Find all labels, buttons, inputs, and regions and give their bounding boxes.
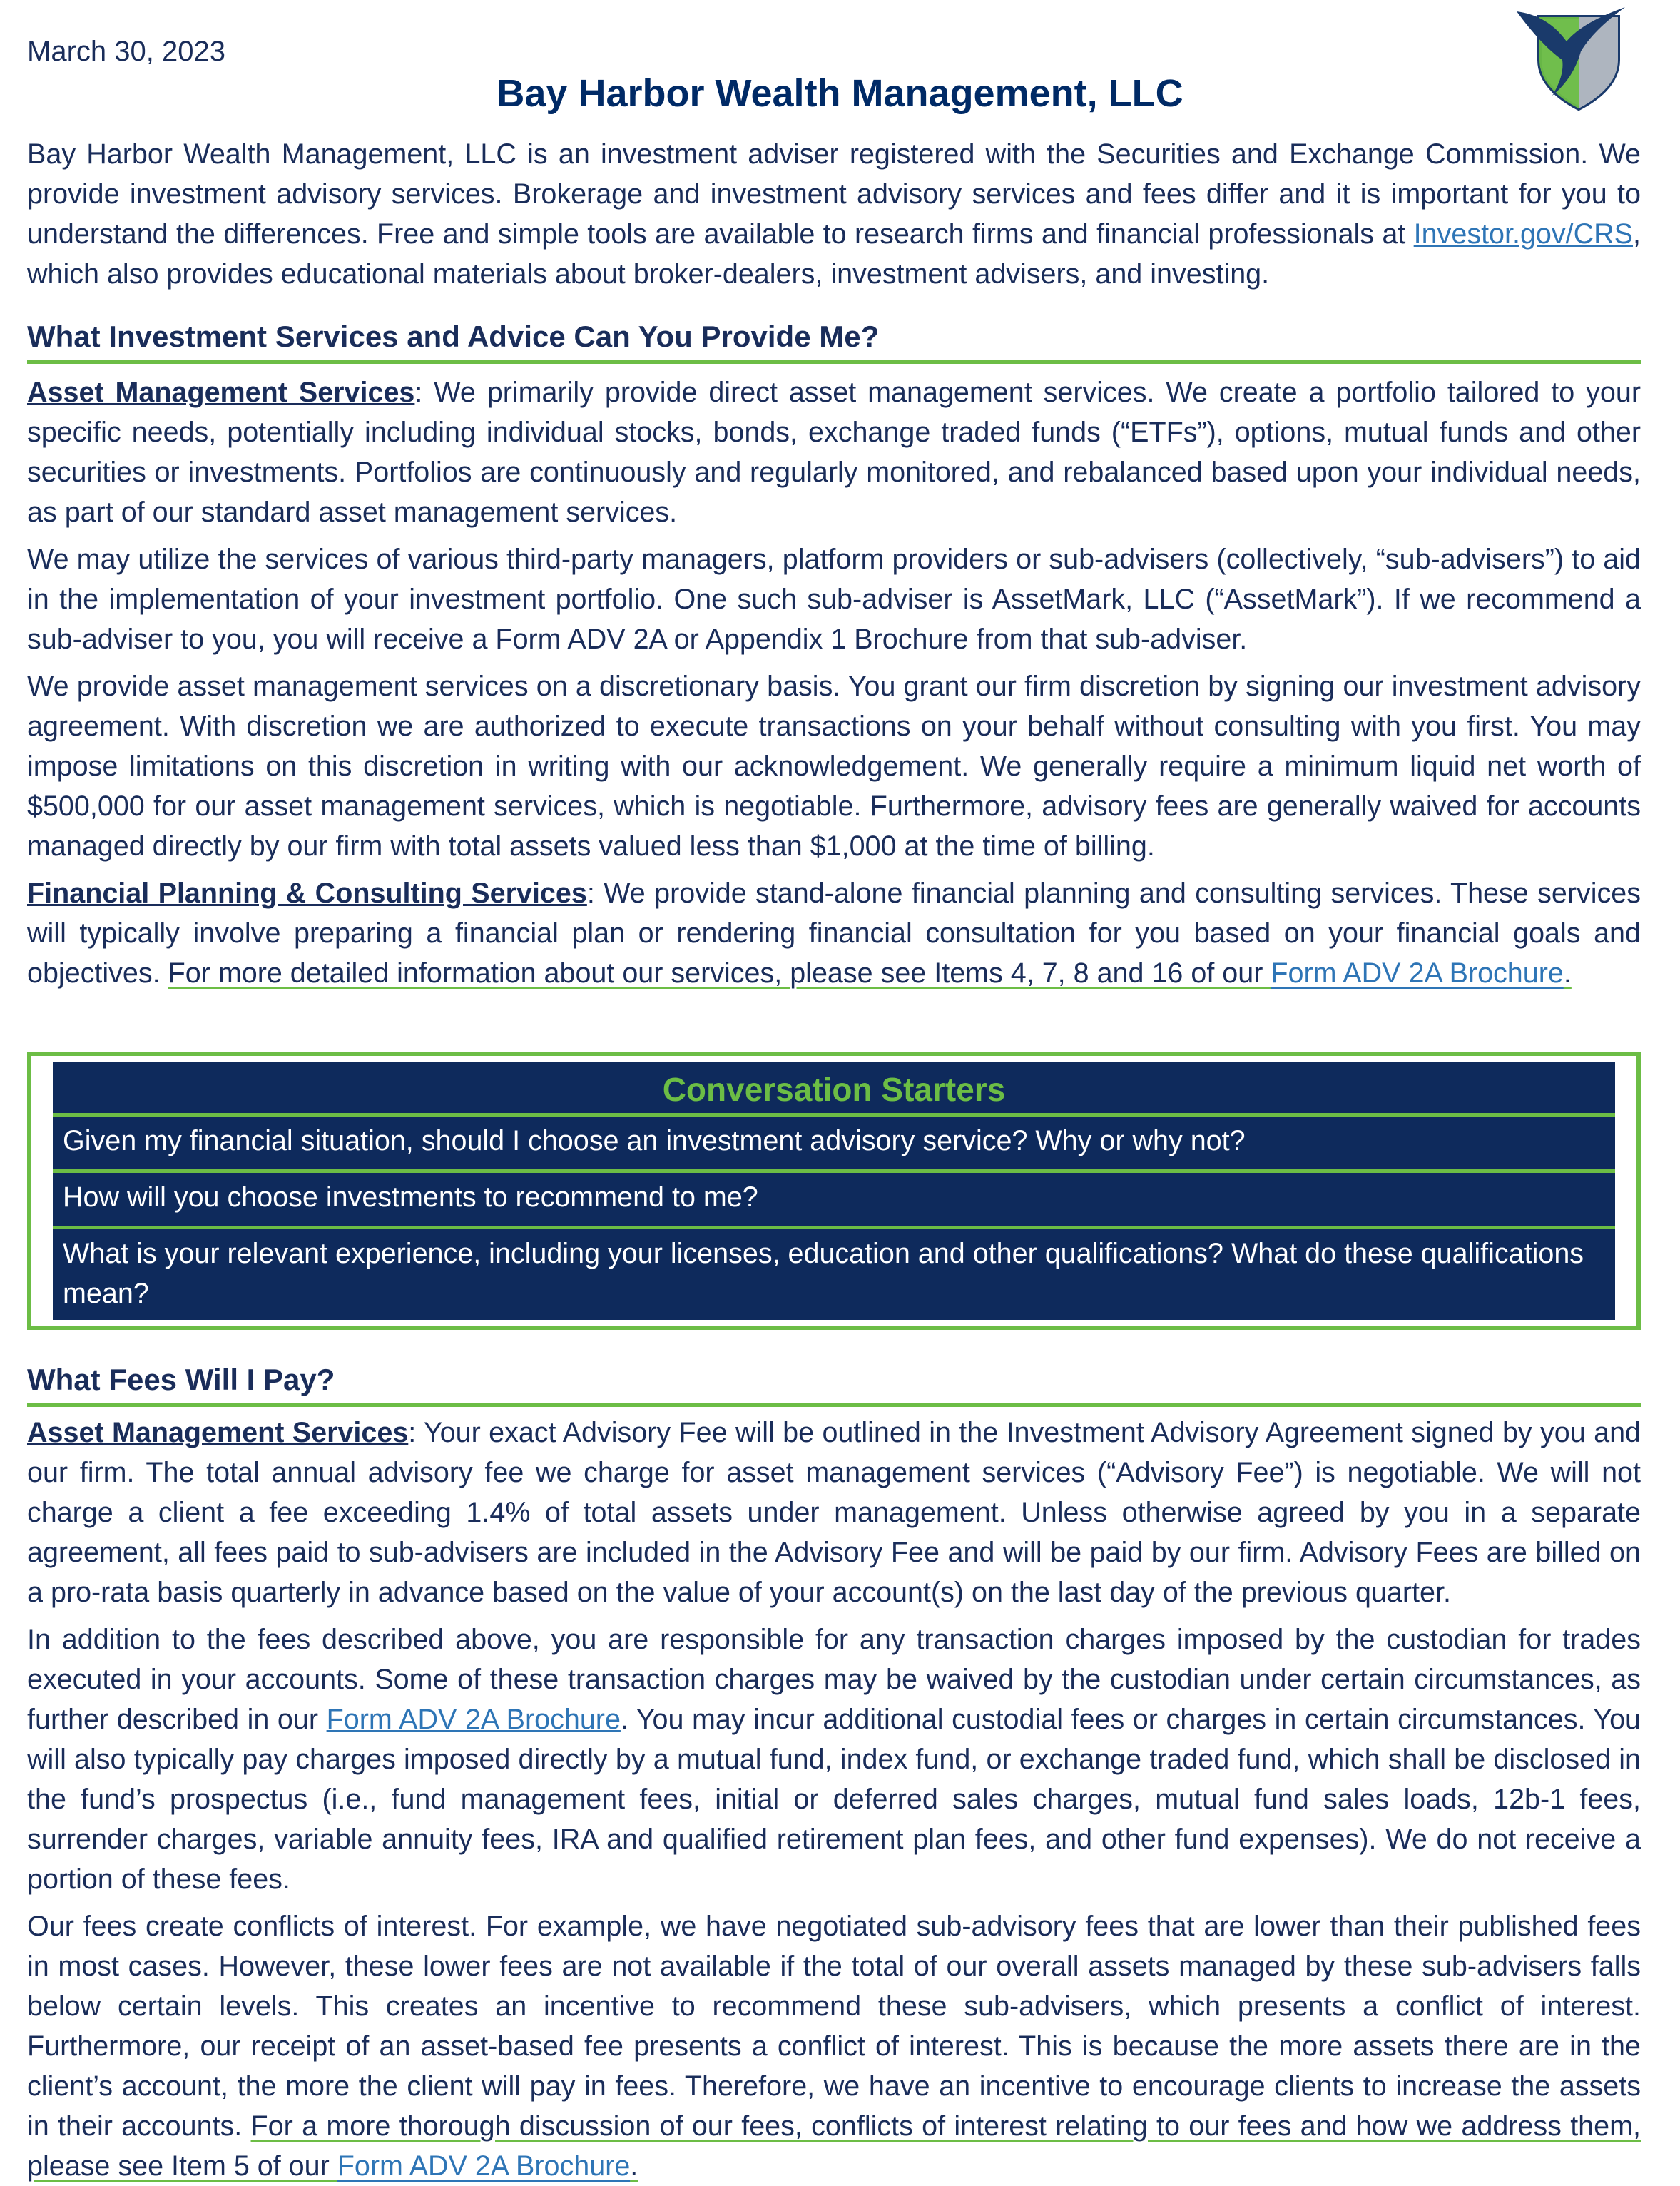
firm-title: Bay Harbor Wealth Management, LLC [497, 72, 1183, 115]
financial-planning-label: Financial Planning & Consulting Services [27, 878, 587, 909]
intro-text-after: , which also provides educational materials about broker-dealers, investment advisers, and investing. [27, 218, 1641, 290]
document-date: March 30, 2023 [27, 36, 225, 67]
form-adv-link-fees[interactable]: Form ADV 2A Brochure [326, 1704, 621, 1735]
more-info-text [168, 957, 1572, 989]
form-adv-link-services[interactable]: Form ADV 2A Brochure [1271, 957, 1564, 989]
asset-management-paragraph [27, 372, 1641, 532]
financial-planning-text: : We provide stand-alone financial planning and consulting services. These services will typically involve preparing a financial plan or rendering financial consultation for you based on your financial goals and objectives. [27, 878, 1641, 989]
services-heading: What Investment Services and Advice Can You Provide Me? [27, 320, 1641, 364]
transaction-charges-paragraph [27, 1620, 1641, 1899]
more-info-end: . [1563, 957, 1572, 989]
conflicts-text: Our fees create conflicts of interest. For example, we have negotiated sub-advisory fees that are lower than their published fees in most cases. However, these lower fees are not available if the total of our overall assets managed by these sub-advisers falls below certain levels. This creates an incentive to recommend these sub-advisers, which presents a conflict of interest. Furthermore, our receipt of an asset-based fee presents a conflict of interest. This is because the more assets there are in the client’s account, the more the client will pay in fees. Therefore, we have an incentive to encourage clients to increase the assets in their accounts. [27, 1911, 1641, 2142]
fees-section [27, 1413, 1641, 2186]
conflicts-paragraph [27, 1906, 1641, 2186]
intro-paragraph [27, 134, 1641, 294]
fees-asset-management-text: : Your exact Advisory Fee will be outlined in the Investment Advisory Agreement signed by you and our firm. The total annual advisory fee we charge for asset management services (“Advisory Fee”) is negotiable. We will not charge a client a fee exceeding 1.4% of total assets under management. Unless otherwise agreed by you in a separate agreement, all fees paid to sub-advisers are included in the Advisory Fee and will be paid by our firm. Advisory Fees are billed on a pro-rata basis quarterly in advance based on the value of your account(s) on the last day of the previous quarter. [27, 1417, 1641, 1608]
financial-planning-paragraph [27, 873, 1641, 993]
asset-management-label: Asset Management Services [27, 377, 415, 408]
intro-section [27, 134, 1641, 294]
conversation-starters-box [27, 1052, 1641, 1330]
fees-heading: What Fees Will I Pay? [27, 1363, 1641, 1407]
transaction-text-after: . You may incur additional custodial fees or charges in certain circumstances. You will also typically pay charges imposed directly by a mutual fund, index fund, or exchange traded fund, which shall be disclosed in the fund’s prospectus (i.e., fund management fees, initial or deferred sales charges, mutual fund sales loads, 12b-1 fees, surrender charges, variable annuity fees, IRA and qualified retirement plan fees, and other fund expenses). We do not receive a portion of these fees. [27, 1704, 1641, 1895]
form-adv-link-conflicts[interactable]: Form ADV 2A Brochure [337, 2150, 631, 2182]
services-section [27, 372, 1641, 993]
subadviser-paragraph: We may utilize the services of various third-party managers, platform providers or sub-advisers (collectively, “sub-advisers”) to aid in the implementation of your investment portfolio. One such sub-adviser is AssetMark, LLC (“AssetMark”). If we recommend a sub-adviser to you, you will receive a Form ADV 2A or Appendix 1 Brochure from that sub-adviser. [27, 544, 1641, 655]
conversation-starter-item: What is your relevant experience, including your licenses, education and other qualifications? What do these qualifications mean? [53, 1226, 1615, 1313]
asset-management-text: : We primarily provide direct asset management services. We create a portfolio tailored to your specific needs, potentially including individual stocks, bonds, exchange traded funds (“ETFs”), options, mutual funds and other securities or investments. Portfolios are continuously and regularly monitored, and rebalanced based upon your individual needs, as part of our standard asset management services. [27, 377, 1641, 528]
conflicts-more-info [27, 2110, 1641, 2182]
transaction-text-before: In addition to the fees described above, you are responsible for any transaction charges imposed by the custodian for trades executed in your accounts. Some of these transaction charges may be waived by the custodian under certain circumstances, as further described in our [27, 1624, 1641, 1735]
more-info-sentence: For more detailed information about our services, please see Items 4, 7, 8 and 16 of our [168, 957, 1271, 989]
discretion-paragraph: We provide asset management services on a discretionary basis. You grant our firm discretion by signing our investment advisory agreement. With discretion we are authorized to execute transactions on your behalf without consulting with you first. You may impose limitations on this discretion in writing with our acknowledgement. We generally require a minimum liquid net worth of $500,000 for our asset management services, which is negotiable. Furthermore, advisory fees are generally waived for accounts managed directly by our firm with total assets valued less than $1,000 at the time of billing. [27, 671, 1641, 862]
conversation-starters-panel [53, 1062, 1615, 1320]
conversation-starter-item: How will you choose investments to recommend to me? [53, 1169, 1615, 1226]
fees-asset-management-paragraph [27, 1413, 1641, 1612]
investor-gov-link[interactable]: Investor.gov/CRS [1413, 218, 1634, 250]
conflicts-more-sentence: For a more thorough discussion of our fees, conflicts of interest relating to our fees and how we address them, please see Item 5 of our [27, 2110, 1641, 2182]
conversation-starter-item: Given my financial situation, should I choose an investment advisory service? Why or why not? [53, 1113, 1615, 1169]
fees-asset-management-label: Asset Management Services [27, 1417, 409, 1448]
conflicts-more-end: . [630, 2150, 638, 2182]
intro-text: Bay Harbor Wealth Management, LLC is an investment adviser registered with the Securities and Exchange Commission. We provide investment advisory services. Brokerage and investment advisory services and fees differ and it is important for you to understand the differences. Free and simple tools are available to research firms and financial professionals at [27, 138, 1641, 250]
conversation-starters-title: Conversation Starters [662, 1071, 1006, 1108]
